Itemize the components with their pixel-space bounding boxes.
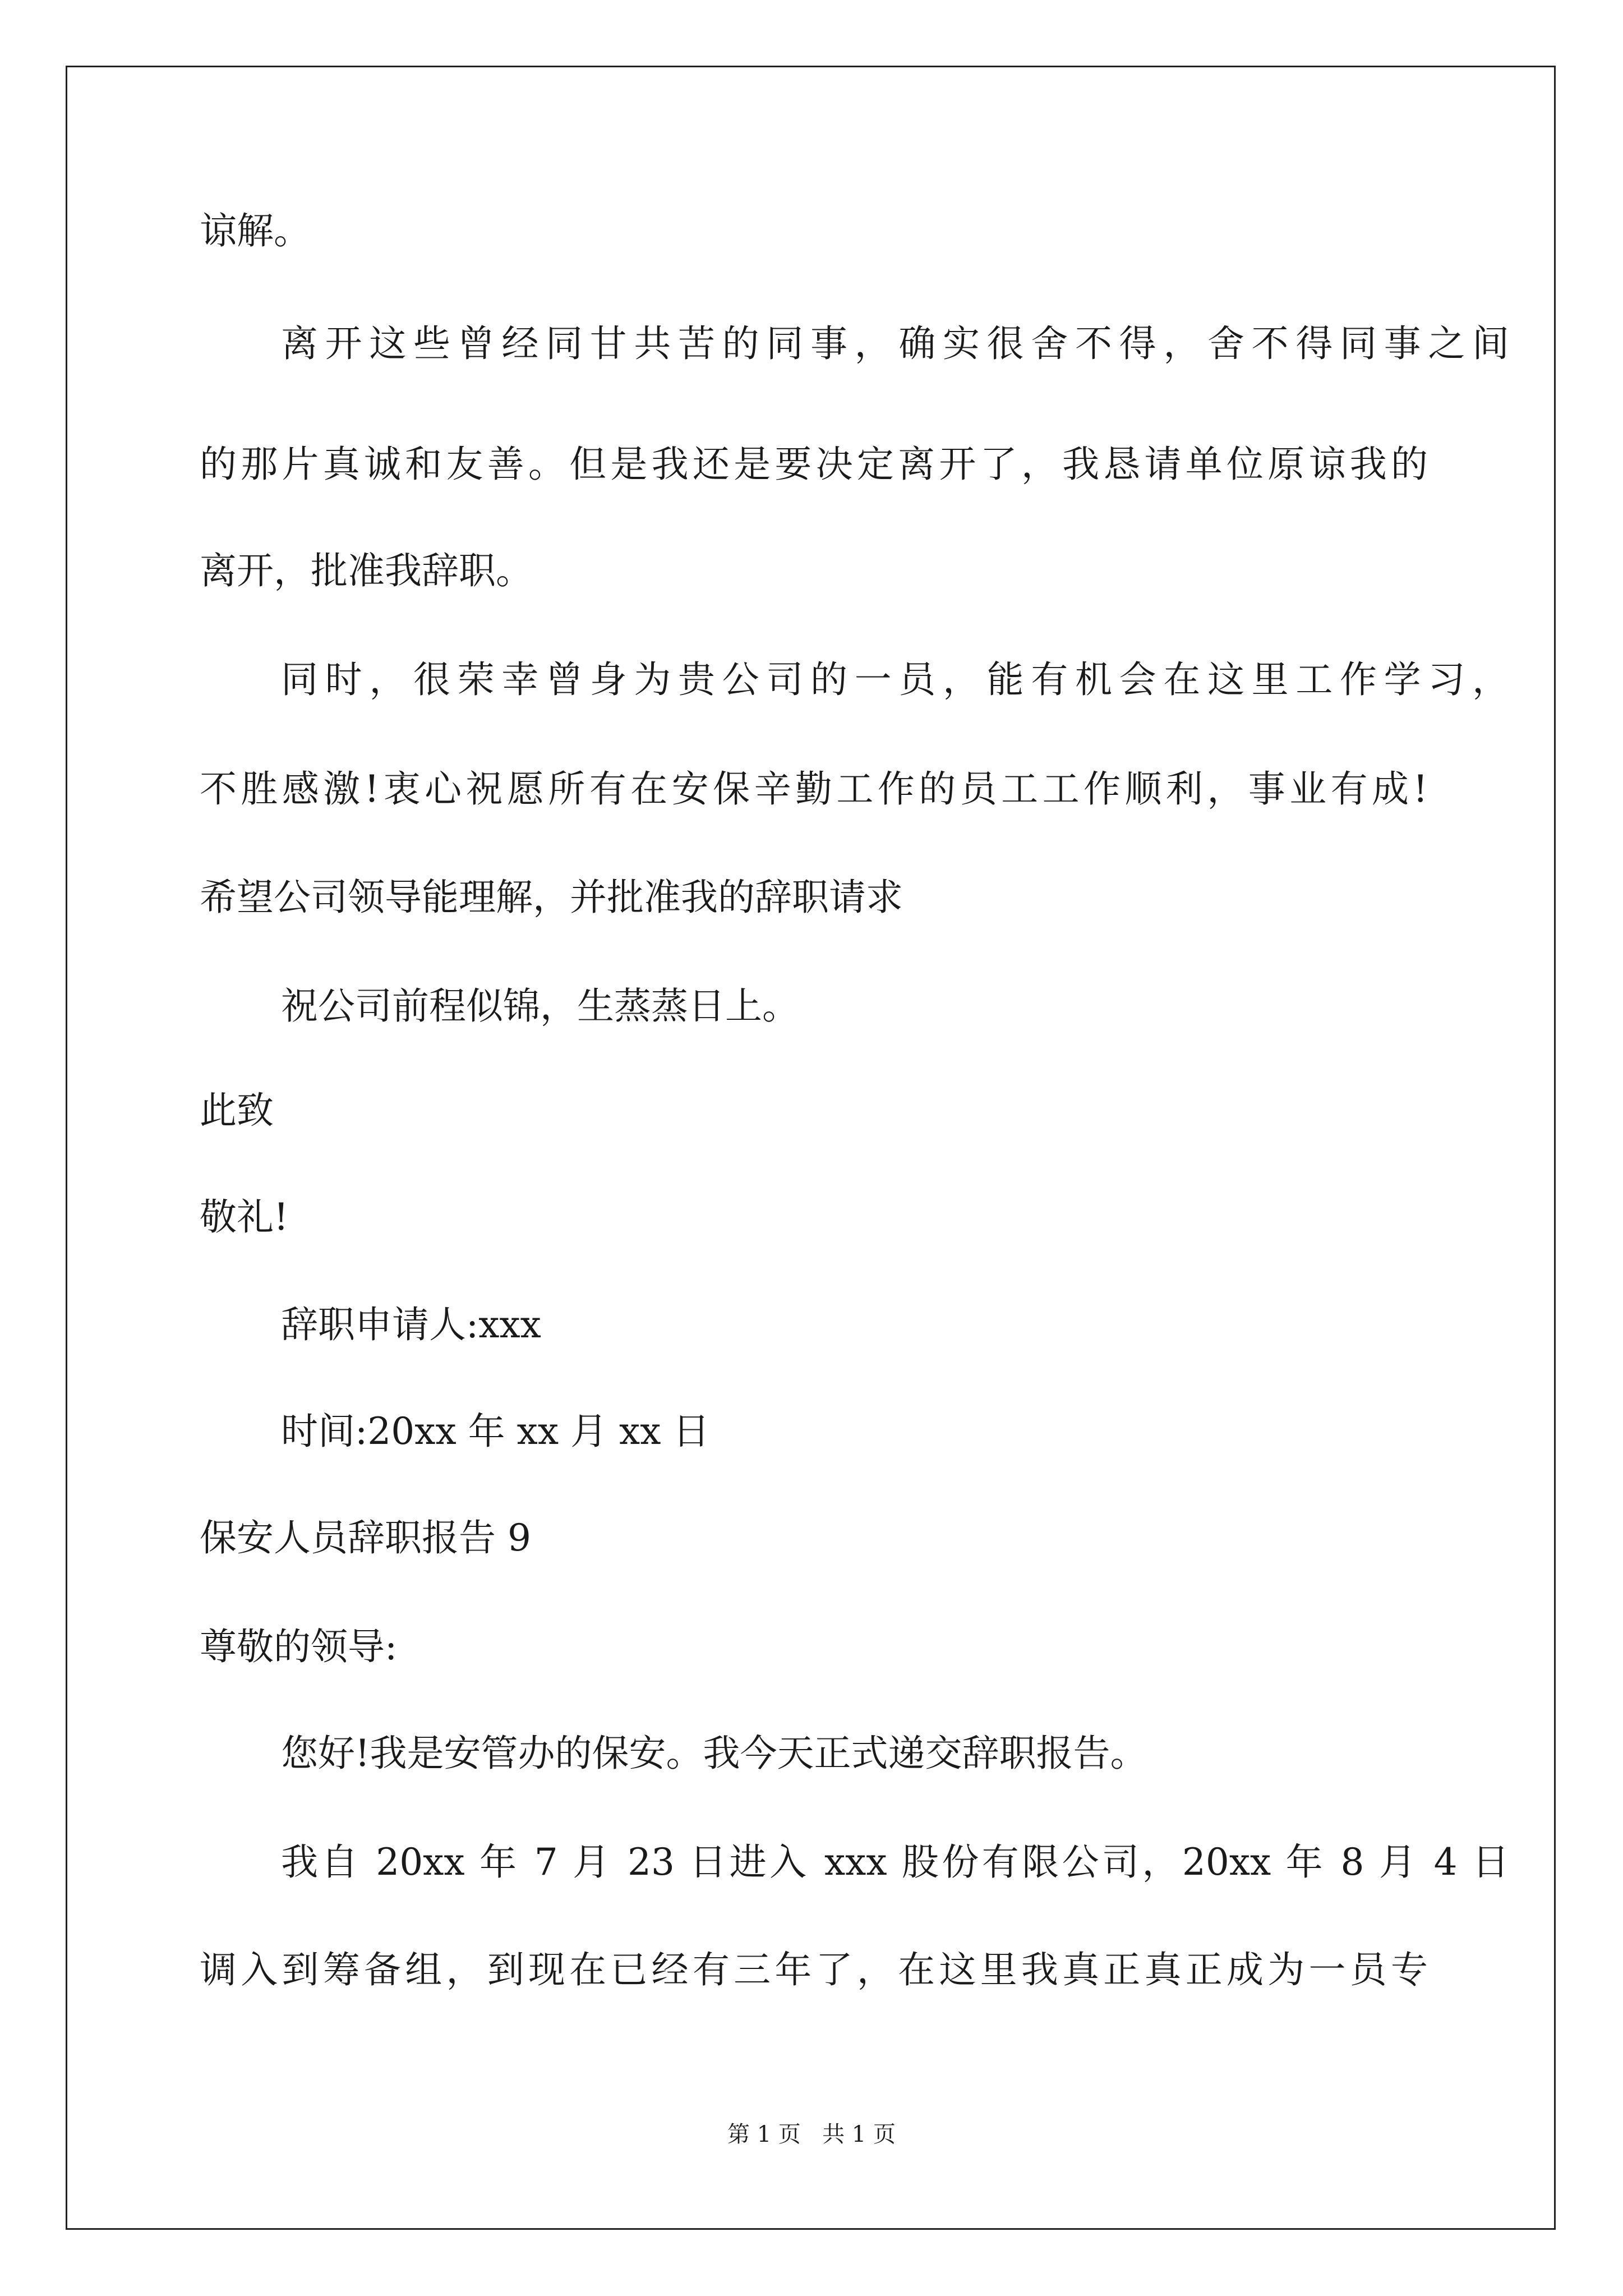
page-footer: 第 1 页 共 1 页 xyxy=(727,2122,896,2147)
paragraph-line: 不胜感激!衷心祝愿所有在安保辛勤工作的员工工作顺利，事业有成! xyxy=(200,767,1428,811)
paragraph-line: 您好!我是安管办的保安。我今天正式递交辞职报告。 xyxy=(281,1732,1147,1775)
paragraph-line: 希望公司领导能理解，并批准我的辞职请求 xyxy=(200,876,903,919)
signature-date: 时间:20xx 年 xx 月 xx 日 xyxy=(281,1410,710,1453)
closing-salutation: 敬礼! xyxy=(200,1195,289,1239)
text-line: 谅解。 xyxy=(200,209,311,252)
paragraph-line: 离开，批准我辞职。 xyxy=(200,549,533,592)
paragraph-line: 的那片真诚和友善。但是我还是要决定离开了，我恳请单位原谅我的 xyxy=(200,443,1428,486)
paragraph-line: 我自 20xx 年 7 月 23 日进入 xxx 股份有限公司，20xx 年 8 月 4 日 xyxy=(281,1841,1509,1884)
section-title: 保安人员辞职报告 9 xyxy=(200,1516,531,1559)
greeting: 尊敬的领导: xyxy=(200,1625,398,1668)
paragraph-line: 调入到筹备组，到现在已经有三年了，在这里我真正真正成为一员专 xyxy=(200,1948,1428,1991)
signature-applicant: 辞职申请人:xxx xyxy=(281,1303,541,1346)
paragraph-line: 离开这些曾经同甘共苦的同事，确实很舍不得，舍不得同事之间 xyxy=(281,322,1509,365)
closing-salutation: 此致 xyxy=(200,1089,274,1132)
paragraph-line: 同时，很荣幸曾身为贵公司的一员，能有机会在这里工作学习， xyxy=(281,658,1509,701)
page-border xyxy=(66,66,1556,2230)
paragraph-line: 祝公司前程似锦，生蒸蒸日上。 xyxy=(281,984,799,1028)
